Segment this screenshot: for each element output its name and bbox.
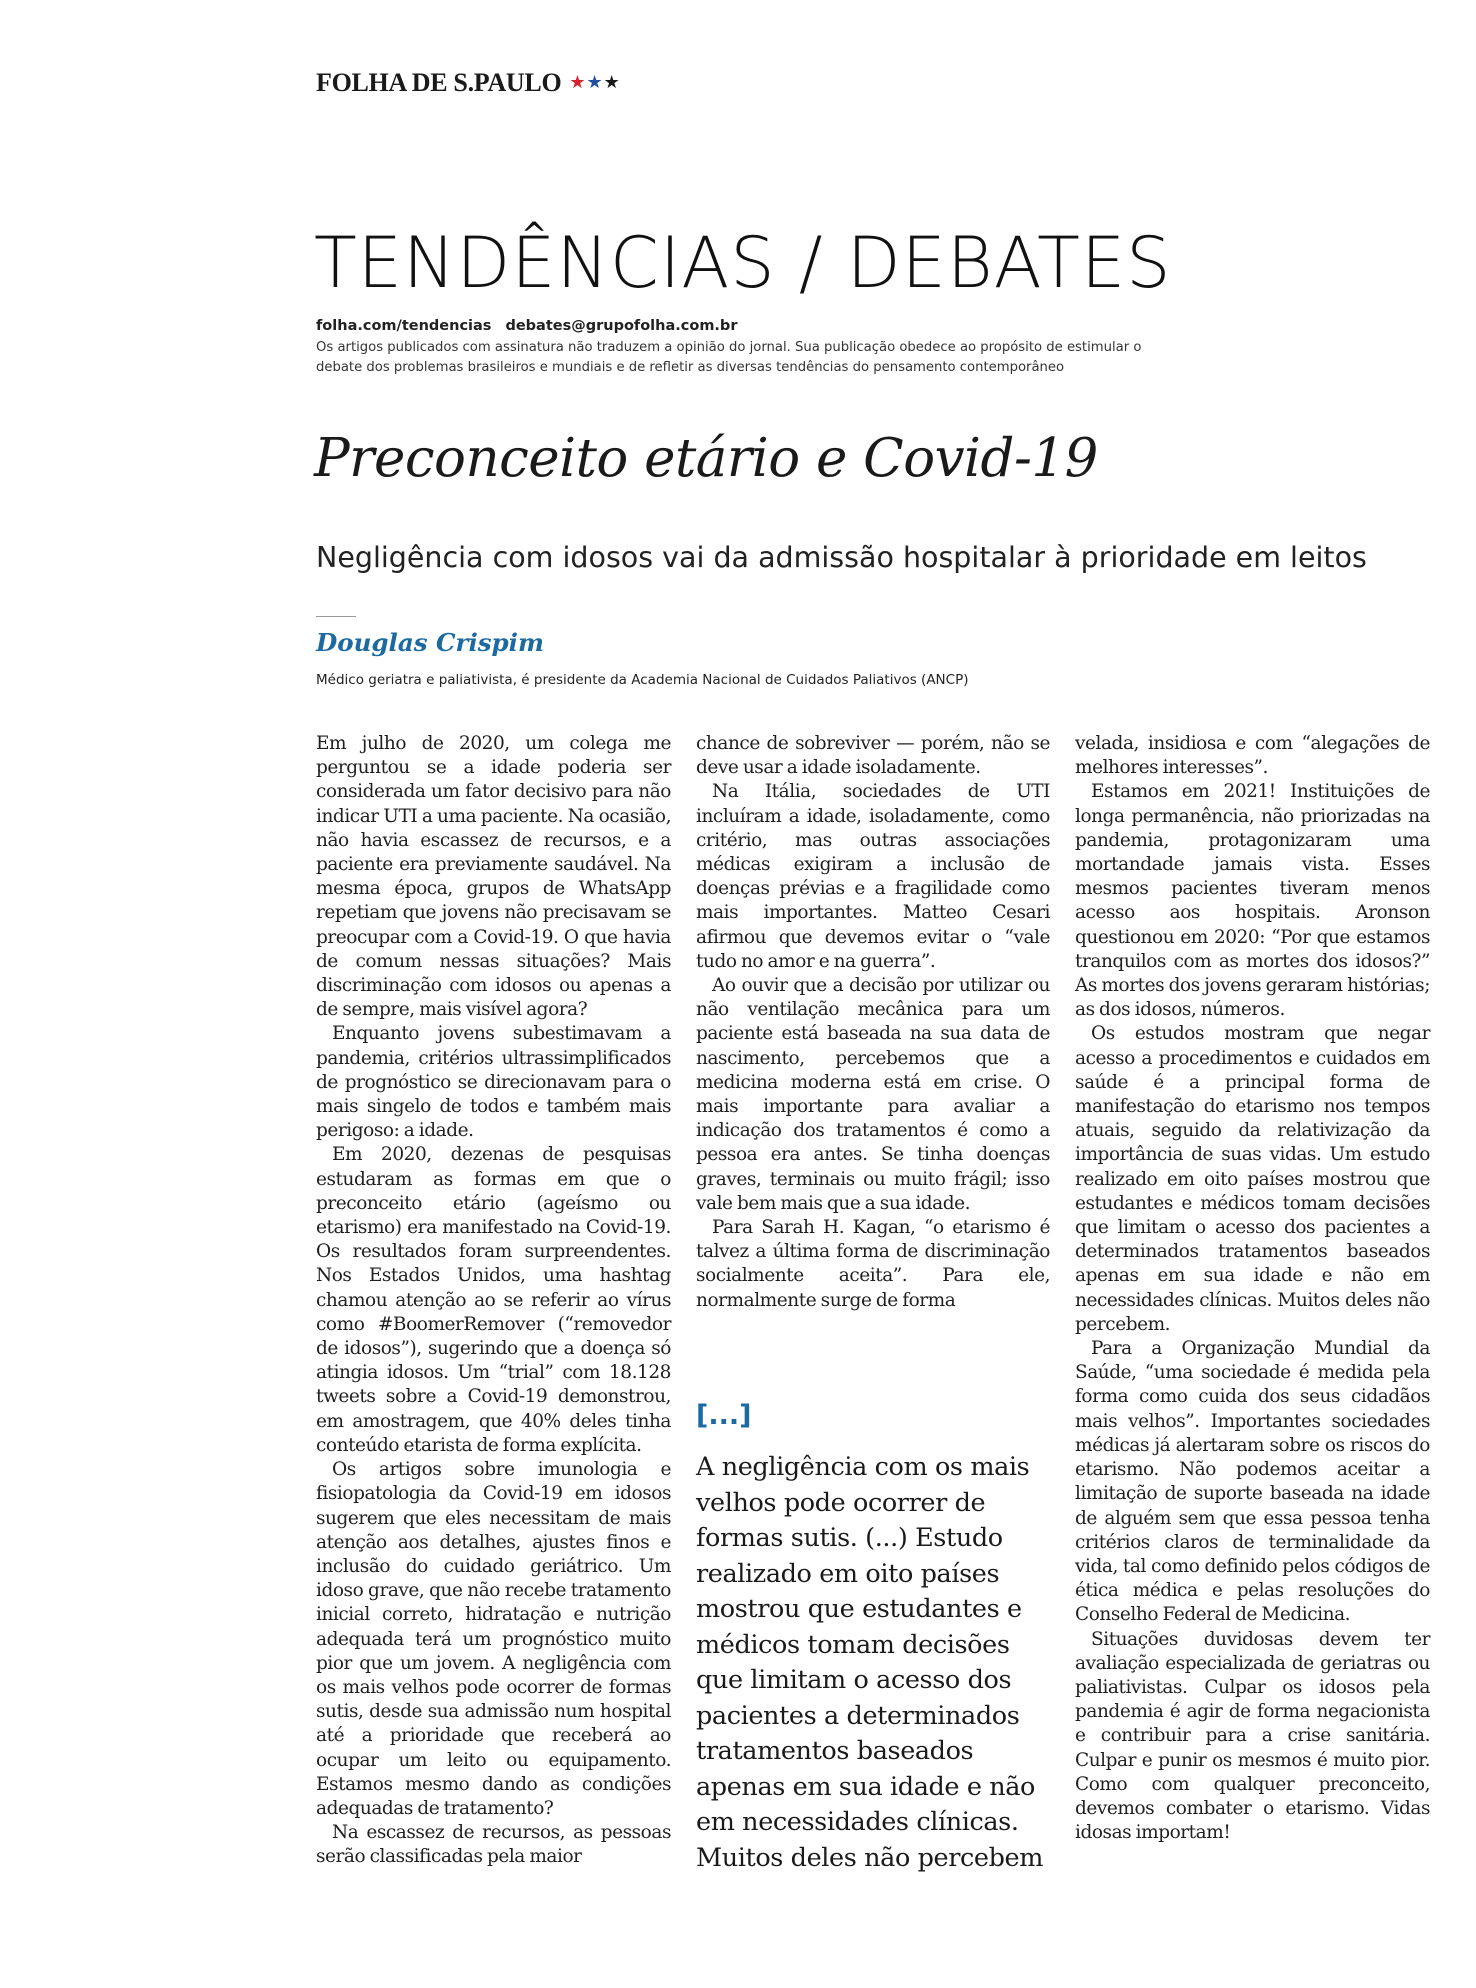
paragraph: Os estudos mostram que negar acesso a procedimentos e cuidados em saúde é a principal forma de manifestação do etarismo nos tempos atuais, seguido da relativização da importância de suas vidas. Um estudo realizado em oito países mostrou que estudantes e médicos tomam decisões que limitam o acesso dos pacientes a determinados tratamentos baseados apenas em sua idade e não em necessidades clínicas. Muitos deles não percebem. [1075, 1023, 1430, 1335]
star-icon: ★ [603, 72, 621, 93]
paragraph: Na Itália, sociedades de UTI incluíram a idade, isoladamente, como critério, mas outras associações médicas exigiram a inclusão de doenças prévias e a fragilidade como mais importantes. Matteo Cesari afirmou que devemos evitar o “vale tudo no amor e na guerra”. [696, 781, 1050, 972]
section-disclaimer: Os artigos publicados com assinatura não traduzem a opinião do jornal. Sua publicação obedece ao propósito de estimular o debate dos problemas brasileiros e mundiais e de refletir as diversas tendências do pensamento contemporâneo [316, 340, 1142, 375]
paragraph: Para a Organização Mundial da Saúde, “uma sociedade é medida pela forma como cuida dos seus cidadãos mais velhos”. Importantes sociedades médicas já alertaram sobre os riscos do etarismo. Não podemos aceitar a limitação de suporte baseada na idade de alguém sem que essa pessoa tenha critérios claros de terminalidade da vida, tal como definido pelos códigos de ética médica e pelas resoluções do Conselho Federal de Medicina. [1075, 1338, 1430, 1626]
paragraph: Estamos em 2021! Instituições de longa permanência, não priorizadas na pandemia, protagonizaram uma mortandade jamais vista. Esses mesmos pacientes tiveram menos acesso aos hospitais. Aronson questionou em 2020: “Por que estamos tranquilos com as mortes dos idosos?” As mortes dos jovens geraram histórias; as dos idosos, números. [1075, 781, 1430, 1021]
article-headline: Preconceito etário e Covid-19 [314, 428, 1098, 489]
newspaper-logo: FOLHA DE S.PAULO [316, 68, 562, 97]
masthead-stars [569, 74, 620, 92]
masthead [316, 68, 621, 98]
article-column-2 [696, 732, 1050, 1313]
pull-quote-mark: [...] [696, 1400, 752, 1431]
author-bio: Médico geriatra e paliativista, é presidente da Academia Nacional de Cuidados Paliativos (ANCP) [316, 672, 969, 688]
paragraph: Enquanto jovens subestimavam a pandemia, critérios ultrassimplificados de prognóstico se direcionavam para o mais singelo de todos e também mais perigoso: a idade. [316, 1023, 671, 1142]
star-icon: ★ [586, 72, 604, 93]
paragraph: Em 2020, dezenas de pesquisas estudaram as formas em que o preconceito etário (ageísmo ou etarismo) era manifestado na Covid-19. Os resultados foram surpreendentes. Nos Estados Unidos, uma hashtag chamou atenção ao se referir ao vírus como #BoomerRemover (“removedor de idosos”), sugerindo que a doença só atingia idosos. Um “trial” com 18.128 tweets sobre a Covid-19 demonstrou, em amostragem, que 40% deles tinha conteúdo etarista de forma explícita. [316, 1144, 671, 1456]
paragraph: chance de sobreviver — porém, não se deve usar a idade isoladamente. [696, 733, 1050, 779]
section-title: TENDÊNCIAS / DEBATES [314, 222, 1172, 304]
star-icon: ★ [569, 72, 587, 93]
article-column-3 [1075, 732, 1430, 1845]
paragraph: Situações duvidosas devem ter avaliação especializada de geriatras ou paliativistas. Culpar os idosos pela pandemia é agir de forma negacionista e contribuir para a crise sanitária. Culpar e punir os mesmos é muito pior. Como com qualquer preconceito, devemos combater o etarismo. Vidas idosas importam! [1075, 1628, 1430, 1844]
paragraph: Em julho de 2020, um colega me perguntou se a idade poderia ser considerada um fator decisivo para não indicar UTI a uma paciente. Na ocasião, não havia escassez de recursos, e a paciente era previamente saudável. Na mesma época, grupos de WhatsApp repetiam que jovens não precisavam se preocupar com a Covid-19. O que havia de comum nessas situações? Mais discriminação com idosos ou apenas a de sempre, mais visível agora? [316, 733, 671, 1021]
paragraph: velada, insidiosa e com “alegações de melhores interesses”. [1075, 733, 1430, 779]
paragraph: Ao ouvir que a decisão por utilizar ou não ventilação mecânica para um paciente está baseada na sua data de nascimento, percebemos que a medicina moderna está em crise. O mais importante para avaliar a indicação dos tratamentos é como a pessoa era antes. Se tinha doenças graves, terminais ou muito frágil; isso vale bem mais que a sua idade. [696, 975, 1050, 1214]
paragraph: Para Sarah H. Kagan, “o etarismo é talvez a última forma de discriminação socialmente aceita”. Para ele, normalmente surge de forma [696, 1217, 1050, 1311]
pull-quote: A negligência com os mais velhos pode ocorrer de formas sutis. (...) Estudo realizado em oito países mostrou que estudantes e médicos tomam decisões que limitam o acesso dos pacientes a determinados tratamentos baseados apenas em sua idade e não em necessidades clínicas. Muitos deles não percebem [696, 1452, 1043, 1873]
author-name: Douglas Crispim [316, 628, 544, 657]
paragraph: Os artigos sobre imunologia e fisiopatologia da Covid-19 em idosos sugerem que eles necessitam de mais atenção aos detalhes, ajustes finos e inclusão do cuidado geriátrico. Um idoso grave, que não recebe tratamento inicial correto, hidratação e nutrição adequada terá um prognóstico muito pior que um jovem. A negligência com os mais velhos pode ocorrer de formas sutis, desde sua admissão num hospital até a prioridade que receberá ao ocupar um leito ou equipamento. Estamos mesmo dando as condições adequadas de tratamento? [316, 1459, 671, 1819]
site-link[interactable]: folha.com/tendencias [316, 318, 492, 334]
article-subheadline: Negligência com idosos vai da admissão hospitalar à prioridade em leitos [316, 541, 1367, 574]
article-column-1 [316, 732, 671, 1870]
paragraph: Na escassez de recursos, as pessoas serão classificadas pela maior [316, 1822, 671, 1868]
section-links [316, 318, 737, 334]
email-link[interactable]: debates@grupofolha.com.br [505, 318, 738, 334]
byline-rule [316, 616, 356, 617]
